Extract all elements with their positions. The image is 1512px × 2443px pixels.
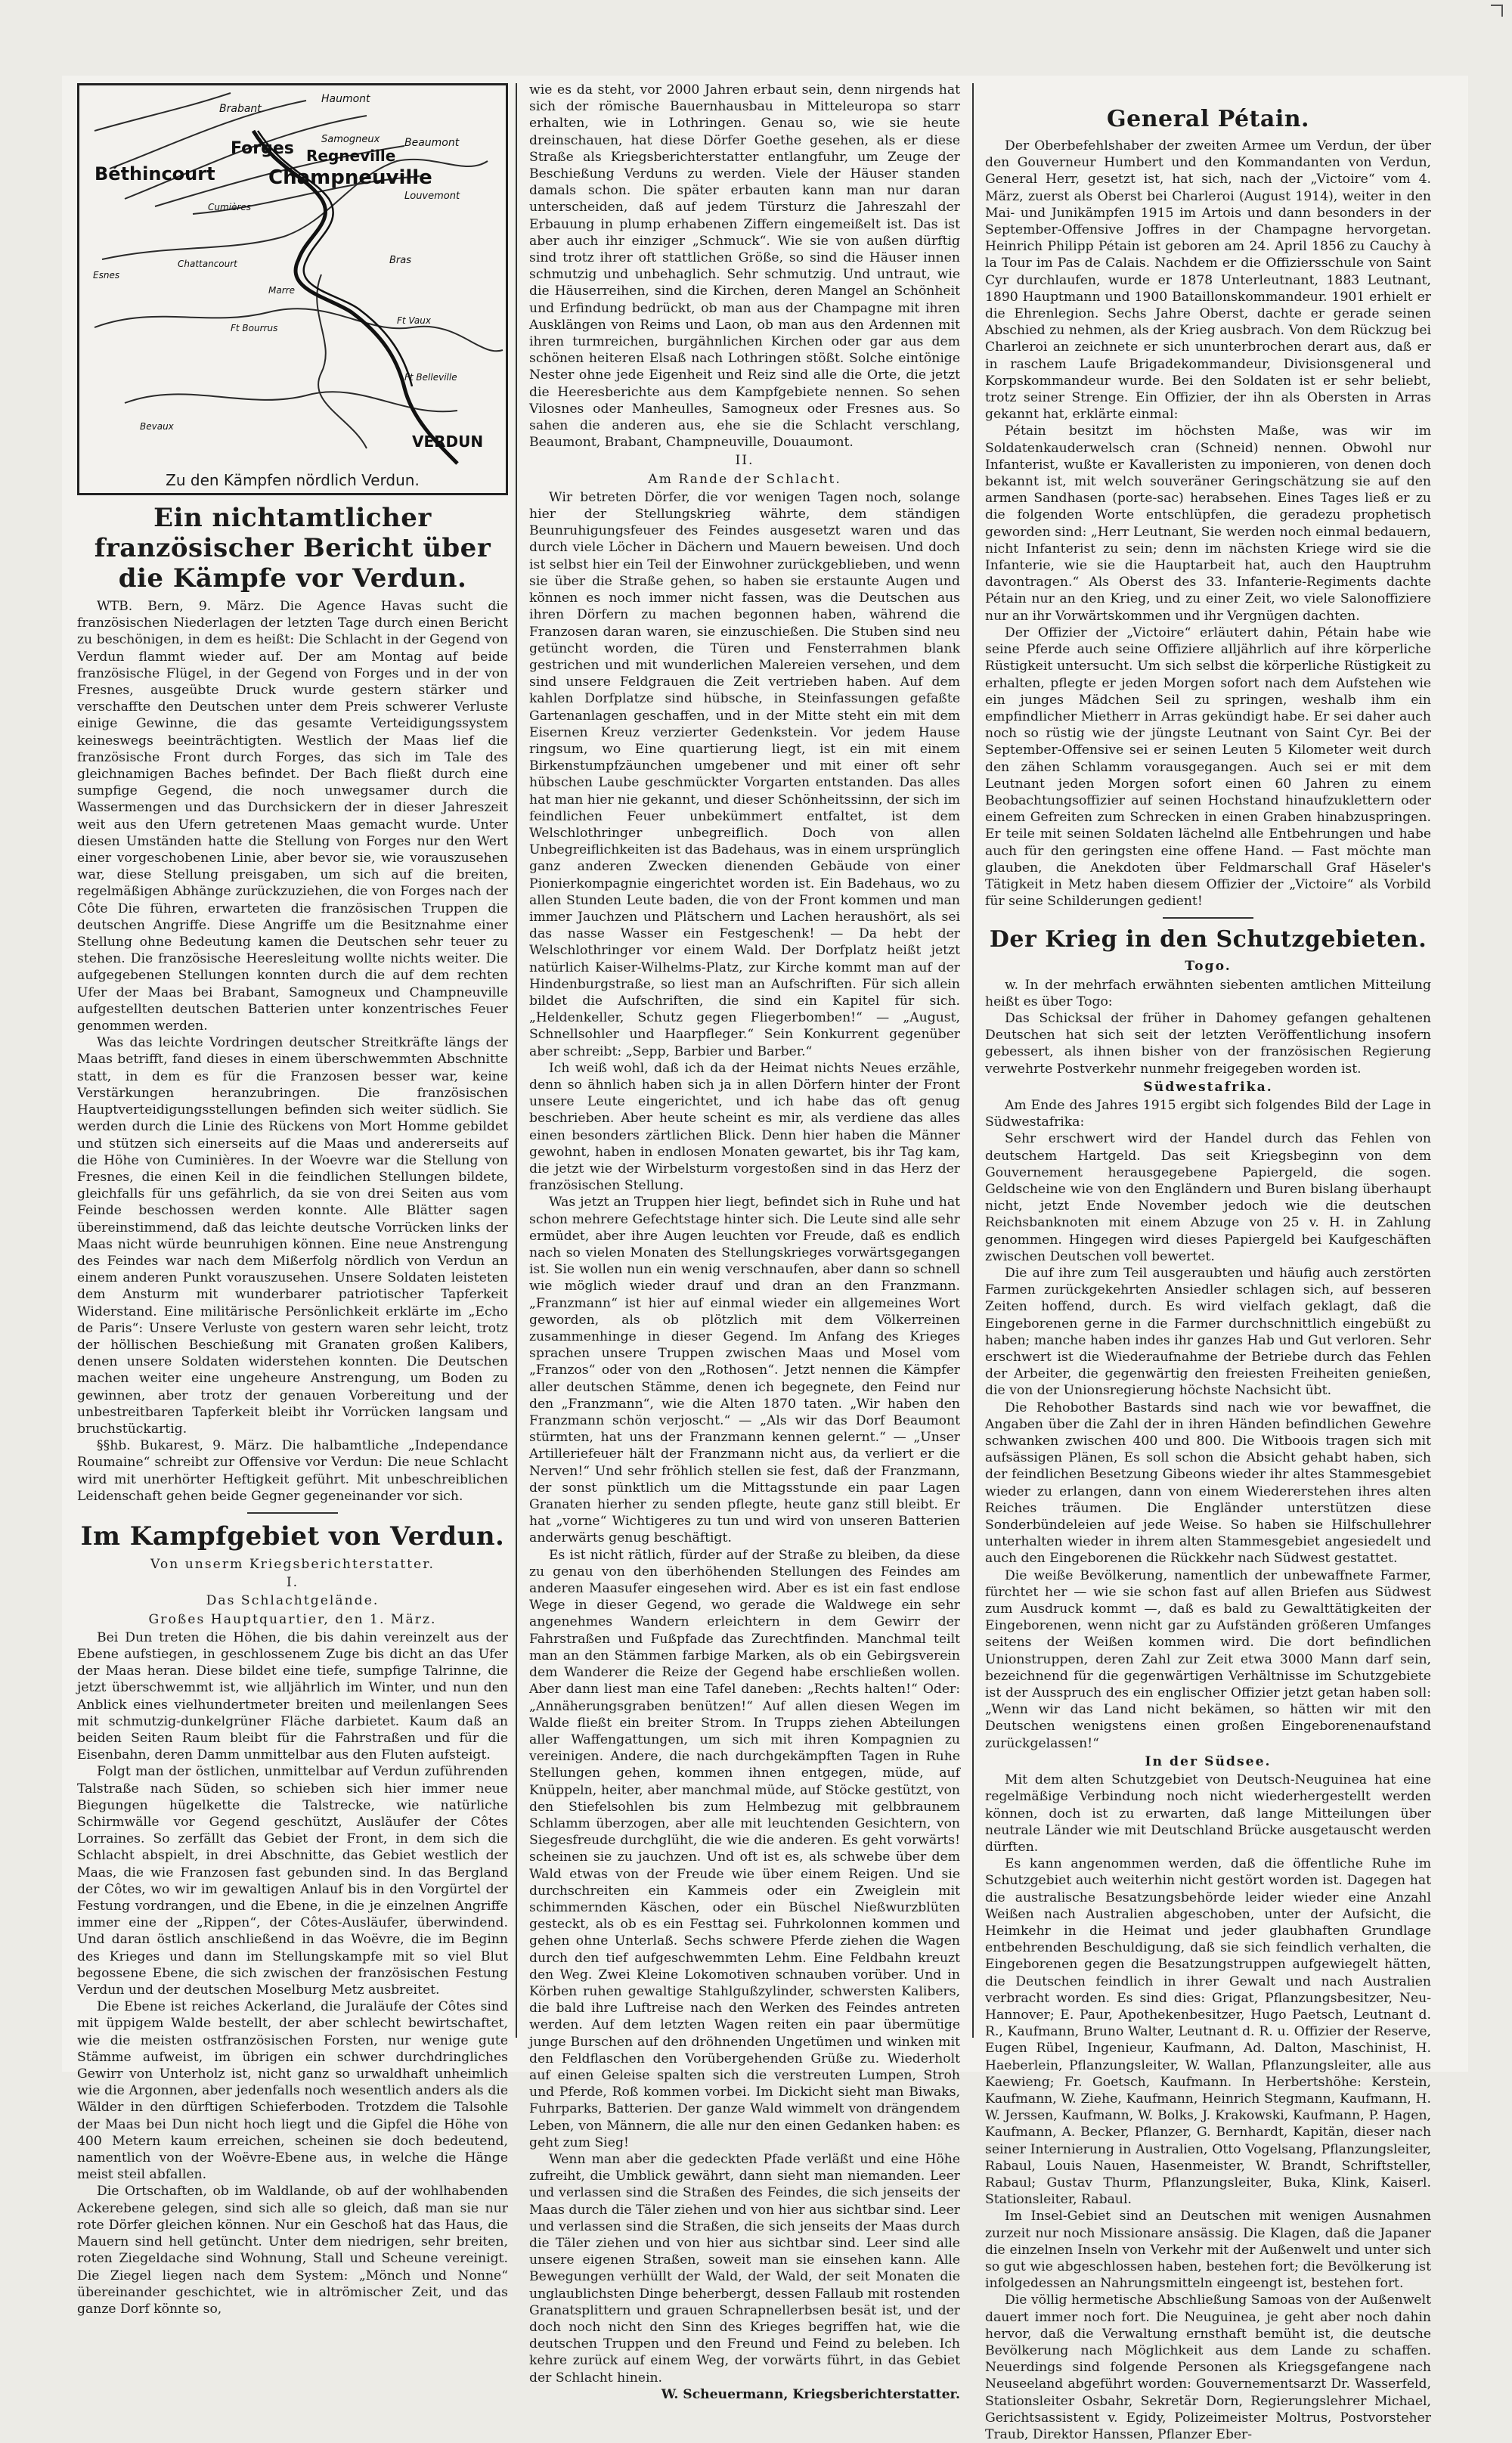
section-divider (247, 1512, 338, 1514)
article-paragraph: Die völlig hermetische Abschließung Samoas von der Außenwelt dauert immer noch fort. Die Neuguinea, je geht aber noch dahin hervor, daß die Verwaltung ernsthaft bemüht ist, die deutsche Bevölkerung nach Möglichkeit aus dem Lande zu schaffen. Neuerdings sind folgende Personen als Kriegsgefangene nach Neuseeland abgeführt worden: Gouvernementsarzt Dr. Wasserfeld, Stationsleiter Osbahr, Sekretär Dorn, Regierungslehrer Michael, Gerichtsassistent v. Egidy, Polizeimeister Moltrus, Postvorsteher Traub, Direktor Hanssen, Pflanzer Eber- (985, 2293, 1431, 2443)
article-paragraph: Was das leichte Vordringen deutscher Streitkräfte längs der Maas betrifft, fand dieses in einem überschwemmten Abschnitte statt, in dem es für die Franzosen besser war, keine Verstärkungen heranzubringen. Die französischen Hauptverteidigungsstellungen befinden sich weiter südlich. Sie werden durch die Linie des Rückens von Mort Homme gebildet und stützen sich einerseits auf die Maas und andererseits auf die Höhe von Cuminières. In der Woevre war die Stellung von Fresnes, die einen Keil in die feindlichen Stellungen bildete, gleichfalls für uns gefährlich, da sie von drei Seiten aus vom Feinde beschossen werden konnte. Alle Blätter sagen übereinstimmend, daß das leichte deutsche Vorrücken links der Maas nicht würde beunruhigen können. Eine neue Anstrengung des Feindes war nach dem Mißerfolg nördlich von Verdun an einem anderen Punkt vorauszusehen. Unsere Soldaten leisteten dem Ansturm mit wunderbarer patriotischer Tapferkeit Widerstand. Eine militärische Persönlichkeit erklärte im „Echo de Paris“: Unsere Verluste von gestern waren sehr leicht, trotz der höllischen Beschießung mit Granaten großen Kalibers, denen unsere Soldaten widerstehen konnten. Die Deutschen machen weiter eine ungeheure Anstrengung, um Boden zu gewinnen, aber trotz der genauen Vorbereitung und der unbestreitbaren Tapferkeit bleibt ihr Vorrücken langsam und bruchstückartig. (77, 1035, 508, 1437)
map-label-forges: Forges (231, 139, 294, 158)
article-paragraph: Was jetzt an Truppen hier liegt, befindet sich in Ruhe und hat schon mehrere Gefechtstage hinter sich. Die Leute sind alle sehr ermüdet, aber ihre Augen leuchten vor Freude, daß es endlich nach so vielen Monaten des Stellungskrieges vorwärtsgegangen ist. Sie wollen nun ein wenig verschnaufen, aber dann so schnell wie möglich wieder drauf und dran an den Franzmann. „Franzmann“ ist hier auf einmal wieder ein allgemeines Wort geworden, als ob plötzlich mit dem Völkerreinen zusammenhinge in dieser Gegend. Im Anfang des Krieges sprachen unsere Truppen zwischen Maas und Mosel vom „Franzos“ oder von den „Rothosen“. Jetzt nennen die Kämpfer aller deutschen Stämme, denen ich begegnete, den Feind nur den „Franzmann“, wie die Alten 1870 taten. „Wir haben den Franzmann schön verjoscht.“ — „Als wir das Dorf Beaumont stürmten, hat uns der Franzmann kennen gelernt.“ — „Unser Artilleriefeuer hält der Franzmann nicht aus, da verliert er die Nerven!“ Und sehr fröhlich stellen sie fest, daß der Franzmann, der sonst pünktlich um die Mittagsstunde ein paar Lagen Granaten hierher zu senden pflegte, heute ganz still bleibt. Er hat „vorne“ Wichtigeres zu tun und wird von unseren Batterien anderwärts genug beschäftigt. (529, 1195, 960, 1546)
headline-french-report: Ein nichtamtlicher französischer Bericht über die Kämpfe vor Verdun. (94, 503, 491, 594)
article-paragraph: Mit dem alten Schutzgebiet von Deutsch-Neuguinea hat eine regelmäßige Verbindung noch nicht wiederhergestellt werden können, doch ist zu erwarten, daß lange Mitteilungen über neutrale Länder wie mit Deutschland Brücke ausgetauscht werden dürften. (985, 1772, 1431, 1855)
map-caption: Zu den Kämpfen nördlich Verdun. (166, 470, 420, 489)
headline-kampfgebiet: Im Kampfgebiet von Verdun. (80, 1521, 505, 1552)
article-paragraph: Pétain besitzt im höchsten Maße, was wir im Soldatenkauderwelsch cran (Schneid) nennen. Obwohl nur Infanterist, wußte er Kavalleristen zu imponieren, von denen doch bekannt ist, mit welch souveräner Geringschätzung sie auf den armen Sandhasen (porte-sac) herabsehen. Eines Tages ließ er zu die folgenden Worte entschlüpfen, die geradezu prophetisch geworden sind: „Herr Leutnant, Sie werden noch einmal bedauern, nicht Infanterist zu sein; denn im nächsten Kriege wird sie die Infanterie, wie sie die Hauptarbeit hat, auch den Hauptruhm davontragen.“ Als Oberst des 33. Infanterie-Regiments dachte Pétain nur an den Krieg, und zu einer Zeit, wo viele Salonoffiziere nur an ihr Vorwärtskommen und ihr Vergnügen dachten. (985, 423, 1431, 624)
map-label-belleville: Ft Belleville (404, 372, 457, 383)
map-label-regneville: Regneville (306, 147, 396, 165)
article-paragraph: Die Ortschaften, ob im Waldlande, ob auf der wohlhabenden Ackerebene gelegen, sind sich alle so gleich, daß man sie nur rote Dörfer gleichen können. Nur ein Geschoß hat das Haus, die Mauern sind hell getüncht. Unter dem niedrigen, sehr breiten, roten Ziegeldache sind Wohnung, Stall und Scheune vereinigt. Die Ziegel liegen nach dem System: „Mönch und Nonne“ übereinander geschichtet, wie in altrömischer Zeit, und das ganze Dorf könnte so, (77, 2184, 508, 2317)
article-paragraph: Am Ende des Jahres 1915 ergibt sich folgendes Bild der Lage in Südwestafrika: (985, 1097, 1431, 1130)
section-number: II. (735, 453, 754, 469)
map-label-verdun: VERDUN (412, 432, 484, 451)
map-label-brabant: Brabant (219, 103, 262, 115)
map-label-marre: Marre (268, 285, 295, 296)
map-drawing (79, 85, 506, 463)
dateline: Großes Hauptquartier, den 1. März. (148, 1611, 437, 1627)
column-3 (985, 98, 1431, 2443)
map-label-louvemont: Louvemont (404, 191, 460, 202)
article-paragraph: Sehr erschwert wird der Handel durch das Fehlen von deutschem Hartgeld. Das seit Kriegsbeginn von dem Gouvernement herausgegebene Papiergeld, die sogen. Geldscheine wie von den Engländern und Buren bislang überhaupt nicht, jetzt Ende November jedoch wie die deutschen Reichsbanknoten mit einem Abzuge von 25 v. H. in Zahlung genommen. Hingegen wird dieses Papiergeld bei Kaufgeschäften zwischen Deutschen voll bewertet. (985, 1131, 1431, 1264)
article-paragraph: §§hb. Bukarest, 9. März. Die halbamtliche „Independance Roumaine“ schreibt zur Offensive vor Verdun: Die neue Schlacht wird mit unerhörter Heftigkeit geführt. Mit unbeschreiblichen Leidenschaft gehen beide Gegner gegeneinander vor sich. (77, 1438, 508, 1504)
section-title: Das Schlachtgelände. (206, 1593, 380, 1609)
column-rule (516, 83, 517, 2038)
article-paragraph: Der Offizier der „Victoire“ erläutert dahin, Pétain habe wie seine Pferde auch seine Offiziere alljährlich auf ihre körperliche Rüstigkeit untersucht. Um sich selbst die körperliche Rüstigkeit zu erhalten, pflegte er jeden Morgen sofort nach dem Aufstehen wie ein junges Mädchen Seil zu springen, weshalb ihm ein empfindlicher Mietherr in Arras gekündigt habe. Er sei daher auch noch so rüstig wie der jüngste Leutnant von Saint Cyr. Bei der September-Offensive sei er seinen Leuten 5 Kilometer weit durch den zähen Schlamm vorausgegangen. Auch sei er mit dem Leutnant jeden Morgen sofort einen 60 Jahren zu einem Beobachtungsoffizier auf seinen Hochstand hinaufzuklettern oder einem Gefreiten zum Schrecken in einen Graben hinabzuspringen. Er teile mit seinen Soldaten lächelnd alle Entbehrungen und habe auch für den geringsten eine offene Hand. — Fast möchte man glauben, die Anekdoten über Feldmarschall Graf Häseler's Tätigkeit in Metz haben diesem Offizier der „Victoire“ als Vorbild für seine Schilderungen gedient! (985, 625, 1431, 910)
article-paragraph: Es kann angenommen werden, daß die öffentliche Ruhe im Schutzgebiet auch weiterhin nicht gestört worden ist. Dagegen hat die australische Besatzungsbehörde leider wieder eine Anzahl Weißen nach Australien abgeschoben, unter der Aufsicht, die Heimkehr in die Heimat und jeder glaubhaften Grundlage entbehrenden Beschuldigung, daß sie sich feindlich verhalten, die Eingeborenen gegen die Besatzungstruppen aufgewiegelt hätten, die Deutschen feindlich in ihrer Gewalt und nach Australien verbracht worden. Es sind dies: Grigat, Pflanzungsbesitzer, Neu-Hannover; E. Paur, Apothekenbesitzer, Hugo Paetsch, Leutnant d. R., Kaufmann, Bruno Walter, Leutnant d. R. u. Offizier der Reserve, Eugen Rübel, Ingenieur, Kaufmann, Ad. Dalton, Maschinist, H. Haeberlein, Pflanzungsleiter, W. Wallan, Pflanzungsleiter, alle aus Kaewieng; Fr. Goetsch, Kaufmann. In Herbertshöhe: Kerstein, Kaufmann, W. Ziehe, Kaufmann, Heinrich Stegmann, Kaufmann, H. W. Jerssen, Kaufmann, W. Bolks, J. Krakowski, Kaufmann, P. Hagen, Kaufmann, A. Becker, Pflanzer, G. Bernhardt, Kapitän, dieser nach seiner Internierung in Australien, Otto Vogelsang, Pflanzungsleiter, Rabaul, Louis Nauen, Hasenmeister, W. Brandt, Schriftsteller, Rabaul; Gustav Thurm, Pflanzungsleiter, Buka, Klink, Kaiserl. Stationsleiter, Rabaul. (985, 1856, 1431, 2208)
article-paragraph: Im Insel-Gebiet sind an Deutschen mit wenigen Ausnahmen zurzeit nur noch Missionare ansässig. Die Klagen, daß die Japaner die einzelnen Inseln von Verkehr mit der Außenwelt und unter sich so gut wie abgeschlossen haben, bestehen fort; die Bevölkerung ist infolgedessen an Nahrungsmitteln eingeengt ist, bestehen fort. (985, 2209, 1431, 2292)
section-divider (1163, 917, 1253, 919)
page-corner-mark (1491, 5, 1503, 17)
article-paragraph: Bei Dun treten die Höhen, die bis dahin vereinzelt aus der Ebene aufstiegen, in geschlossenem Zuge bis dicht an das Ufer der Maas heran. Diese bildet eine tiefe, sumpfige Talrinne, die jetzt überschwemmt ist, wie alljährlich im Winter, und nun den Anblick eines vielhundertmeter breiten und meilenlangen Sees mit schmutzig-dunkelgrüner Fläche darbietet. Kaum daß an beiden Seiten Raum bleibt für die Fahrstraßen und für die Eisenbahn, deren Damm unmittelbar aus den Fluten aufsteigt. (77, 1629, 508, 1763)
map-road (94, 308, 503, 351)
article-paragraph: Wir betreten Dörfer, die vor wenigen Tagen noch, solange hier der Stellungskrieg währte, dem ständigen Beunruhigungsfeuer des Feindes ausgesetzt waren und das durch viele Löcher in Dächern und Mauern beweisen. Und doch ist selbst hier ein Teil der Einwohner zurückgeblieben, und wenn sie über die Straße gehen, so haben sie erstaunte Augen und können es noch immer nicht fassen, was die Deutschen aus ihren Dörfern zu machen begonnen haben, während die Franzosen daran waren, sie einzuschießen. Die Stuben sind neu getüncht worden, die Türen und Fensterrahmen blank gestrichen und mit wunderlichen Malereien versehen, und dem sind unsere Feldgrauen die Zeit vertrieben haben. Auf dem kahlen Dorfplatze sind hübsche, in Steinfassungen gefaßte Gartenanlagen geschaffen, und in der Mitte steht ein mit dem Eisernen Kreuz verzierter Gedenkstein. Vor jedem Hause ringsum, wo Eine quartierung liegt, ist ein mit einem Birkenstumpfzäunchen umgebener und mit einer oft sehr hübschen Laube geschmückter Vorgarten entstanden. Das alles hat man hier nie gekannt, und dieser Schönheitssinn, der sich im feindlichen Feuer unbekümmert entfaltet, ist dem Welschlothringer unbegreiflich. Doch von allen Unbegreiflichkeiten ist das Badehaus, was in einem ursprünglich ganz anderen Zwecken dienenden Gebäude von einer Pionierkompagnie eingerichtet worden ist. Ein Badehaus, wo zu allen Stunden Leute baden, die von der Front kommen und man immer Jauchzen und Plätschern und Lachen heraushört, als sei das nasse Wasser ein Festgeschenk! — Da hebt der Welschlothringer vor einem Wald. Der Dorfplatz heißt jetzt natürlich Kaiser-Wilhelms-Platz, zur Kirche kommt man auf der Hindenburgstraße, so liest man an Aufschriften. Für sich allein bildet die Aufschriften, die sind ein Kapitel für sich. „Heldenkeller, Schutz gegen Fliegerbomben!“ — „August, Schnellsohler und Haarpfleger.“ Sein Konkurrent gegenüber aber schreibt: „Sepp, Barbier und Barber.“ (529, 489, 960, 1059)
map-label-cumieres: Cumières (208, 202, 251, 212)
column-2 (529, 82, 960, 2402)
article-paragraph: wie es da steht, vor 2000 Jahren erbaut sein, denn nirgends hat sich der römische Bauernhausbau in Mitteleuropa so starr erhalten, wie in Lothringen. Genau so, wie sie heute dreinschauen, hat diese Dörfer Goethe gesehen, als er diese Straße als Kriegsberichterstatter entlangfuhr, um Zeuge der Beschießung Verduns zu werden. Viele der Häuser standen damals schon. Die später erbauten kann man nur daran unterscheiden, daß auf jedem Türsturz die Jahreszahl der Erbauung in plump erhabenen Ziffern eingemeißelt ist. Das ist aber auch ihr einziger „Schmuck“. Wie sie von außen dürftig sind trotz ihrer oft stattlichen Größe, so sind die Häuser innen schmutzig und unbehaglich. Sehr schmutzig. Und untraut, wie die Häuserreihen, sind die Kirchen, deren Mangel an Schönheit und Erfindung bedrückt, ob man aus der Champagne mit ihren Ausklängen von Reims und Laon, ob man aus den Ardennen mit ihren turmreichen, burgähnlichen Kirchen oder gar aus dem schönen heiteren Elsaß nach Lothringen stößt. Solche eintönige Nester ohne jede Eigenheit und Reiz sind alle die Orte, die jetzt die Heeresberichte aus dem Kampfgebiete nennen. So sehen Vilosnes oder Manheulles, Samogneux oder Fresnes aus. So sahen die anderen aus, ehe sie die Schlacht verschlang, Beaumont, Brabant, Champneuville, Douaumont. (529, 82, 960, 451)
map-label-samogneux: Samogneux (321, 134, 380, 145)
article-paragraph: Das Schicksal der früher in Dahomey gefangen gehaltenen Deutschen hat sich seit der letzten Veröffentlichung insofern gebessert, als ihnen bisher von der französischen Regierung verwehrte Postverkehr nunmehr freigegeben worden ist. (985, 1010, 1431, 1077)
article-paragraph: Folgt man der östlichen, unmittelbar auf Verdun zuführenden Talstraße nach Süden, so schieben sich hier immer neue Biegungen hügelkette die Talstrecke, wie natürliche Schirmwälle vor Gegend geschützt, Ausläufer der Côtes Lorraines. So zerfällt das Gebiet der Front, in dem sich die Schlacht abspielt, in drei Abschnitte, das Gebiet westlich der Maas, die wie Franzosen fast gebunden sind. In das Bergland der Côtes, wo wir im gewaltigen Anlauf bis in den Vorgürtel der Festung vordrangen, und die Ebene, in die je einzelnen Angriffe immer eine der „Rippen“, der Côtes-Ausläufer, überwindend. Und daran östlich anschließend in das Woëvre, die im Beginn des Krieges und dann im Stellungskampfe mit so viel Blut begossene Ebene, die sich zwischen der französischen Festung Verdun und der deutschen Moselburg Metz ausbreitet. (77, 1764, 508, 1998)
article-paragraph: Die weiße Bevölkerung, namentlich der unbewaffnete Farmer, fürchtet her — wie sie schon fast auf allen Briefen aus Südwest zum Ausdruck kommt —, daß es bald zu Gewalttätigkeiten der Eingeborenen, wenn nicht gar zu Aufständen größeren Umfanges seitens der Weißen kommen wird. Die dort befindlichen Unionstruppen, deren Zahl zur Zeit etwa 3000 Mann darf sein, bezeichnend für die gegenwärtigen Verhältnisse im Schutzgebiete ist der Ausspruch des ein englischer Offizier jetzt getan haben soll: „Wenn wir das Land nicht bekämen, so hätten wir mit den Deutschen wenigstens einen großen Eingeborenenaufstand zurückgelassen!“ (985, 1567, 1431, 1751)
map-label-vaux: Ft Vaux (397, 315, 431, 326)
column-1 (77, 83, 508, 2317)
byline: Von unserm Kriegsberichterstatter. (150, 1556, 435, 1572)
map-label-esnes: Esnes (93, 270, 120, 281)
article-paragraph: Wenn man aber die gedeckten Pfade verläßt und eine Höhe zufreiht, die Umblick gewährt, dann sieht man niemanden. Leer und verlassen sind die Straßen des Feindes, die sich jenseits der Maas durch die Täler ziehen und von hier aus sichtbar sind. Leer und verlassen sind die Straßen, die sich jenseits der Maas durch die Täler ziehen und von hier aus sichtbar sind. Leer sind alle unsere eigenen Straßen, soweit man sie einsehen kann. Alle Bewegungen verhüllt der Wald, der Wald, der seit Monaten die unglaublichsten Dinge beherbergt, dessen Fallaub mit rostenden Granatsplittern und grauen Schrapnellerbsen besät ist, und der doch noch nicht den Sinn des Krieges begriffen hat, wie die deutschen Truppen und den Freund und Feind zu beleben. Ich kehre zurück auf einem Weg, der vorwärts führt, in das Gebiet der Schlacht hinein. (529, 2151, 960, 2386)
headline-general-petain: General Pétain. (1107, 106, 1309, 132)
section-number: I. (286, 1575, 299, 1591)
article-paragraph: w. In der mehrfach erwähnten siebenten amtlichen Mitteilung heißt es über Togo: (985, 977, 1431, 1009)
article-paragraph: Ich weiß wohl, daß ich da der Heimat nichts Neues erzähle, denn so ähnlich haben sich ja in allen Dörfern hinter der Front unsere Leute eingerichtet, und ich habe das oft genug beschrieben. Aber heute scheint es mir, als verdiene das alles einen besonders zärtlichen Blick. Denn hier haben die Männer gewohnt, haben in endlosen Monaten gewartet, bis ihr Tag kam, die jetzt wie der Wirbelsturm vorgestoßen sind in das Herz der französischen Stellung. (529, 1060, 960, 1194)
map-label-bras: Bras (389, 255, 412, 266)
subheading-suedsee: In der Südsee. (1145, 1753, 1272, 1769)
map-label-champneuville: Champneuville (268, 166, 432, 189)
map-label-chattancourt: Chattancourt (178, 259, 237, 269)
subheading-togo: Togo. (1185, 959, 1232, 975)
map-label-haumont: Haumont (321, 93, 370, 105)
map-label-bevaux: Bevaux (140, 421, 174, 432)
article-paragraph: Der Oberbefehlshaber der zweiten Armee um Verdun, der über den Gouverneur Humbert und den Kommandanten von Verdun, General Herr, gesetzt ist, hat sich, nach der „Victoire“ vom 4. März, zuerst als Oberst bei Charleroi (August 1914), weiter in den Mai- und Junikämpfen 1915 im Artois und dann besonders in der September-Offensive Joffres in der Champagne hervorgetan. Heinrich Philipp Pétain ist geboren am 24. April 1856 zu Cauchy à la Tour im Pas de Calais. Nachdem er die Offiziersschule von Saint Cyr durchlaufen, wurde er 1878 Unterleutnant, 1883 Leutnant, 1890 Hauptmann und 1900 Bataillonskommandeur. 1901 erhielt er die Ehrenlegion. Sechs Jahre Oberst, dachte er gerade seinen Abschied zu nehmen, als der Krieg ausbrach. Von dem Rückzug bei Charleroi an zeichnete er sich ununterbrochen derart aus, daß er in raschem Laufe Brigadekommandeur, Divisionsgeneral und Korpskommandeur wurde. Bei den Soldaten ist er sehr beliebt, trotz seiner Strenge. Ein Offizier, der ihn als Obersten in Arras gekannt hat, erklärte einmal: (985, 138, 1431, 423)
verdun-map (77, 83, 508, 495)
section-title: Am Rande der Schlacht. (648, 471, 841, 487)
article-paragraph: WTB. Bern, 9. März. Die Agence Havas sucht die französischen Niederlagen der letzten Tage durch einen Bericht zu beschönigen, in dem es heißt: Die Schlacht in der Gegend von Verdun flammt wieder auf. Der am Montag auf beide französische Flügel, in der Gegend von Forges und in der von Fresnes, ausgeübte Druck wurde gestern stärker und verschaffte den Deutschen unter dem Preis schwerer Verluste einige Gewinne, die das gesamte Verteidigungssystem keineswegs beeinträchtigten. Westlich der Maas lief die französische Front durch Forges, das sich im Tale des gleichnamigen Baches befindet. Der Bach fließt durch eine sumpfige Gegend, die noch unwegsamer durch die Wassermengen und das Durchsickern der in dieser Jahreszeit weit aus den Ufern getretenen Maas gemacht wurde. Unter diesen Umständen hatte die Stellung von Forges nur den Wert einer vorgeschobenen Linie, aber bevor sie, wie vorauszusehen war, diese Stellung preisgaben, um sich auf die breiten, regelmäßigen Abhänge zurückzuziehen, die von Forges nach der Côte Die führen, erwarteten die französischen Truppen die deutschen Angriffe. Diese Angriffe um die Besitznahme einer Stellung ohne Bedeutung kamen die Deutschen sehr teuer zu stehen. Die französische Heeresleitung wollte nichts weiter. Die aufgegebenen Stellungen konnten durch die auf dem rechten Ufer der Maas bei Brabant, Samogneux und Champneuville aufgestellten deutschen Batterien unter konzentrisches Feuer genommen werden. (77, 599, 508, 1034)
map-label-beaumont: Beaumont (404, 137, 460, 149)
headline-schutzgebiete: Der Krieg in den Schutzgebieten. (989, 926, 1427, 953)
signature: W. Scheuermann, Kriegsberichterstatter. (661, 2386, 960, 2402)
map-label-bethincourt: Béthincourt (94, 163, 215, 184)
article-paragraph: Es ist nicht rätlich, fürder auf der Straße zu bleiben, da diese zu genau von den überhöhenden Stellungen des Feindes am anderen Maasufer eingesehen wird. Aber es ist ein fast endlose Wege in dieser Gegend, wo gerade die Waldwege ein sehr angenehmes Wandern erleichtern in dem Gewirr der Fahrstraßen und Fußpfade das Zurechtfinden. Manchmal teilt man an den Stämmen farbige Marken, als ob ein Gebirgsverein dem Wanderer die Reize der Gegend habe erschließen wollen. Aber dann liest man eine Tafel daneben: „Rechts halten!“ Oder: „Annäherungsgraben benützen!“ Auf allen diesen Wegen im Walde fließt ein breiter Strom. In Trupps ziehen Abteilungen aller Waffengattungen, um sich mit ihren Kompagnien zu vereinigen. Andere, die nach durchgekämpften Tagen in Ruhe Stellungen gehen, kommen ihnen entgegen, müde, auf Knüppeln, heiter, aber manchmal müde, auf Stöcke gestützt, von den Stiefelsohlen bis zum Helmbezug mit gelbbraunem Schlamm überzogen, aber alle mit leuchtenden Gesichtern, von Siegesfreude durchglüht, die wie die anderen. Es geht vorwärts! scheinen sie zu jauchzen. Und oft ist es, als schwebe über dem Wald etwas von der Freude wie über einem Reigen. Und sie durchschreiten ein Kammeis oder ein Zweiglein mit schimmernden Käschen, oder ein Büschel Nießwurzblüten gesteckt, als ob es ein Festtag sei. Fuhrkolonnen kommen und gehen ohne Unterlaß. Sechs schwere Pferde ziehen die Wagen durch den tief aufgeschwemmten Lehm. Eine Feldbahn kreuzt den Weg. Zwei Kleine Lokomotiven schnauben vorüber. Und in Körben ruhen gewaltige Stahlgußzylinder, schwersten Kalibers, die bald ihre Luftreise nach den Werken des Feindes antreten werden. Auf dem letzten Wagen reiten ein paar übermütige junge Burschen auf den dröhnenden Ungetümen und winken mit den Feldflaschen den Vorübergehenden Grüße zu. Wiederholt auf einen Geleise spalten sich die verstreuten Lumpen, Stroh und Pferde, Roß kommen vorbei. Im Dickicht sieht man Biwaks, Fuhrparks, Batterien. Der ganze Wald wimmelt von drängendem Leben, von Männern, die alle nur den einen Gedanken haben: es geht zum Sieg! (529, 1547, 960, 2150)
subheading-suedwestafrika: Südwestafrika. (1143, 1079, 1273, 1095)
article-paragraph: Die Rehobother Bastards sind nach wie vor bewaffnet, die Angaben über die Zahl der in ihren Händen befindlichen Gewehre schwanken zwischen 400 und 800. Die Witboois tragen sich mit aufsässigen Plänen, Es soll schon die Absicht gehabt haben, sich der feindlichen Besetzung Gibeons wieder ihr altes Stammesgebiet wieder zu erlangen, dann von einem Wiedererstehen ihres alten Reiches träumen. Die Engländer unterstützen diese Sonderbündeleien auf jede Weise. So haben sie Hilfschullehrer unterhalten wieder in ihrem alten Stammesgebiet angesiedelt und auch den Eingeborenen die Rückkehr nach Südwest gestattet. (985, 1400, 1431, 1567)
article-paragraph: Die Ebene ist reiches Ackerland, die Juraläufe der Côtes sind mit üppigem Walde bestellt, der aber schlecht bewirtschaftet, wie die meisten ostfranzösischen Forsten, nur wenige gute Stämme aufweist, im übrigen ein schwer durchdringliches Gewirr von Unterholz ist, nicht ganz so urwaldhaft unheimlich wie die Argonnen, aber jedenfalls noch wesentlich anders als die Wälder in den dürftigen Schieferboden. Trotzdem die Talsohle der Maas bei Dun nicht hoch liegt und die Gipfel die Höhe von 400 Metern kaum erreichen, scheinen sie doch bedeutend, namentlich von der Woëvre-Ebene aus, in welche die Hänge meist steil abfallen. (77, 1999, 508, 2183)
article-paragraph: Die auf ihre zum Teil ausgeraubten und häufig auch zerstörten Farmen zurückgekehrten Ansiedler schlagen sich, auf besseren Zeiten hoffend, durch. Es wird vielfach geklagt, daß die Eingeborenen gerne in die Farmer durchschnittlich eingebüßt zu haben; manche haben indes ihr ganzes Hab und Gut verloren. Sehr erschwert ist die Wiederaufnahme der Betriebe durch das Fehlen der Arbeiter, die gegenwärtig den freiesten Freiheiten genießen, die von der Unionsregierung höchste Nachsicht übt. (985, 1266, 1431, 1399)
map-label-bourrus: Ft Bourrus (231, 323, 278, 333)
column-rule (972, 83, 974, 2038)
